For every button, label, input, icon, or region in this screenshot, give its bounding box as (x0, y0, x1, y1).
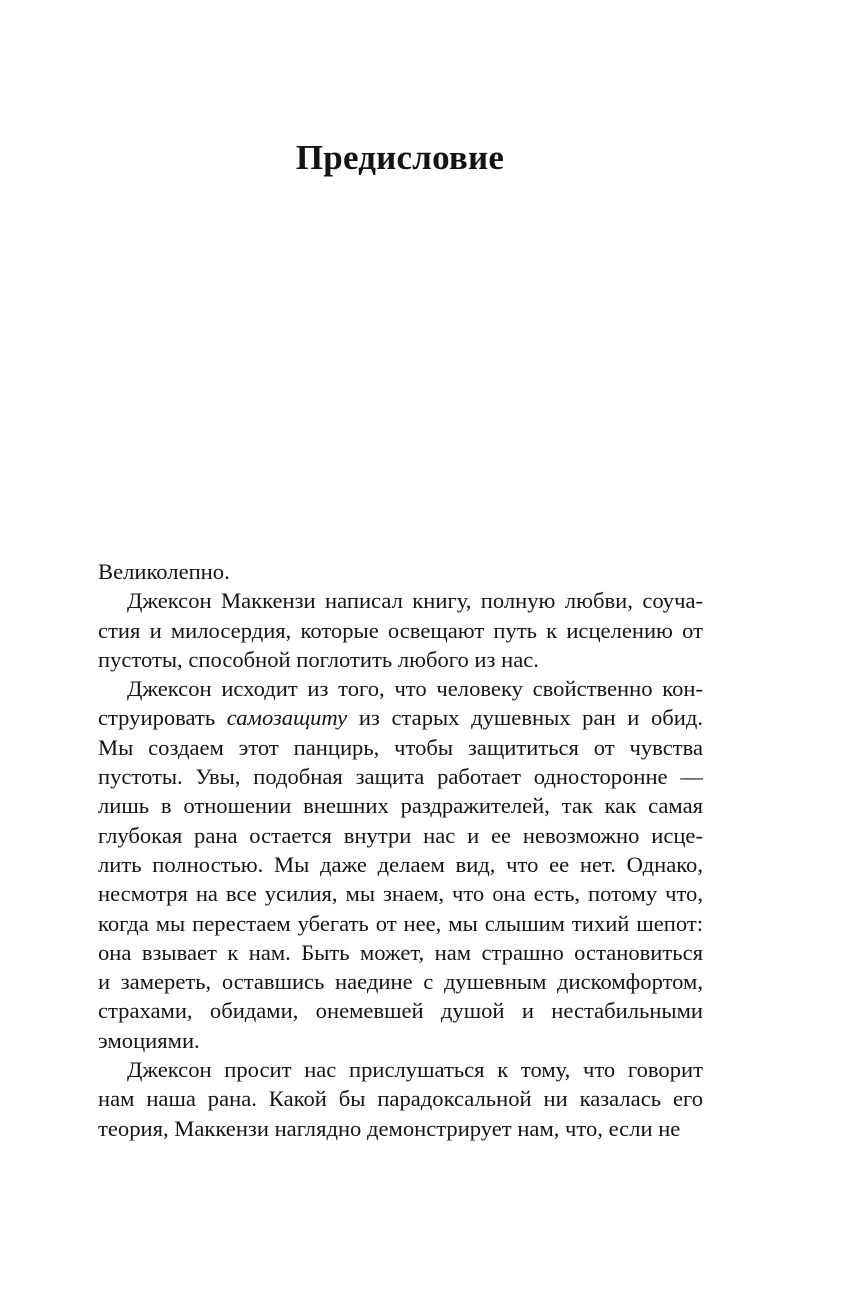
paragraph-3-line-8: несмотря на все усилия, мы знаем, что она есть, потому что, (98, 881, 703, 907)
paragraph-3-line-5: лишь в отношении внешних раздражителей, так как самая (98, 793, 703, 819)
paragraph-3-line-3: Мы создаем этот панцирь, чтобы защититься от чувства (98, 734, 703, 760)
paragraph-2-line-2: стия и милосердия, которые освещают путь к исцелению от (98, 617, 703, 643)
paragraph-1-line-1: Великолепно. (98, 559, 230, 584)
paragraph-4-line-1: Джексон просит нас прислушаться к тому, что говорит (127, 1057, 703, 1083)
paragraph-3-line-4: пустоты. Увы, подобная защита работает односторонне — (98, 764, 703, 790)
paragraph-2-line-3: пустоты, способной поглотить любого из нас. (98, 646, 539, 672)
paragraph-3-line-2: струировать самозащиту из старых душевных ран и обид. (98, 705, 703, 731)
paragraph-3-line-6: глубокая рана остается внутри нас и ее невозможно исце- (98, 822, 703, 848)
italic-emphasis: самозащиту (226, 705, 348, 731)
body-text (98, 557, 703, 1143)
paragraph-2-line-1: Джексон Маккензи написал книгу, полную любви, соуча- (127, 588, 703, 614)
paragraph-3-line-13: эмоциями. (98, 1027, 200, 1053)
paragraph-3-line-10: она взывает к нам. Быть может, нам страшно остановиться (98, 939, 703, 965)
paragraph-4-line-3: теория, Маккензи наглядно демонстрирует нам, что, если не (98, 1115, 681, 1141)
paragraph-3-line-1: Джексон исходит из того, что человеку свойственно кон- (127, 676, 703, 702)
paragraph-3-line-12: страхами, обидами, онемевшей душой и нестабильными (98, 998, 703, 1024)
chapter-title (0, 138, 856, 178)
paragraph-3-line-7: лить полностью. Мы даже делаем вид, что ее нет. Однако, (98, 851, 703, 877)
chapter-title-text: Предисловие (295, 138, 505, 177)
paragraph-3-line-11: и замереть, оставшись наедине с душевным дискомфортом, (98, 969, 703, 995)
paragraph-3-line-9: когда мы перестаем убегать от нее, мы слышим тихий шепот: (98, 910, 703, 936)
paragraph-4-line-2: нам наша рана. Какой бы парадоксальной ни казалась его (98, 1086, 703, 1112)
